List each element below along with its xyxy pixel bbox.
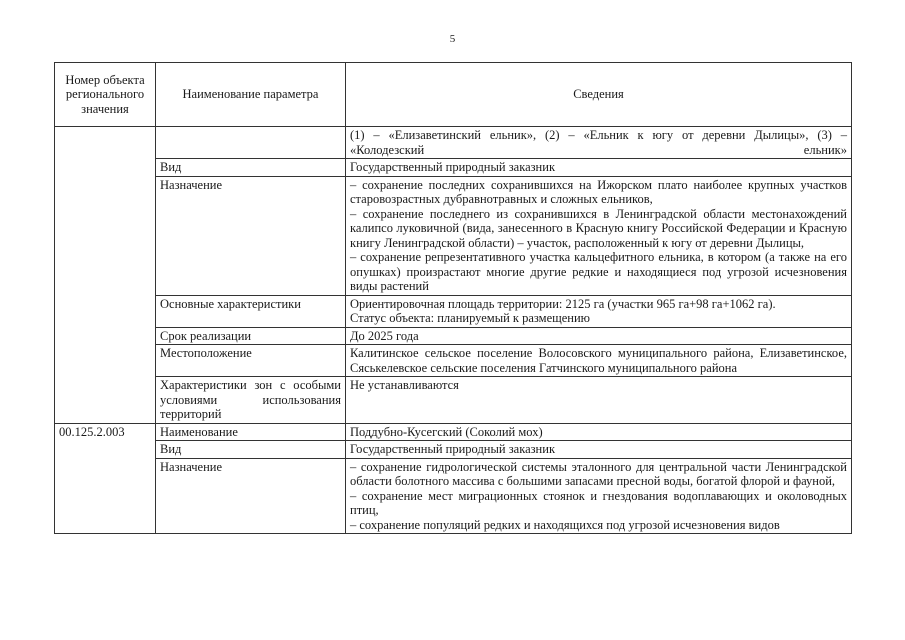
table-row: [55, 127, 852, 159]
object-number-cell: 00.125.2.003: [55, 423, 156, 534]
page-number: 5: [449, 33, 456, 45]
parameter-cell: Вид: [156, 441, 346, 459]
table-row: [55, 327, 852, 345]
parameter-cell: Вид: [156, 159, 346, 177]
purpose-line: – сохранение последнего из сохранившихся в Ленинградской области местонахождений калипсо луковичной (вида, занесенного в Красную книгу Российской Федерации и Красную книгу Ленинградской области) – участок, расположенный к югу от деревни Дылицы,: [350, 206, 847, 250]
status-line: Статус объекта: планируемый к размещению: [350, 311, 591, 325]
value-cell: Не устанавливаются: [346, 377, 852, 424]
value-cell: До 2025 года: [346, 327, 852, 345]
table-row: [55, 377, 852, 424]
purpose-line: – сохранение популяций редких и находящихся под угрозой исчезновения видов: [350, 517, 780, 532]
header-parameter-name: Наименование параметра: [156, 63, 346, 127]
purpose-line: – сохранение гидрологической системы эталонного для центральной части Ленинградской области болотного массива с большими запасами пресной воды, богатой флорой и фауной,: [350, 459, 847, 488]
table-header-row: [55, 63, 852, 127]
header-object-number: Номер объекта регионального значения: [55, 63, 156, 127]
parameter-cell: Местоположение: [156, 345, 346, 377]
table-row: [55, 159, 852, 177]
table-row: [55, 441, 852, 459]
value-cell: Государственный природный заказник: [346, 159, 852, 177]
table-row: [55, 176, 852, 295]
value-cell: Поддубно-Кусегский (Соколий мох): [346, 423, 852, 441]
parameter-cell: Назначение: [156, 458, 346, 534]
table-row: [55, 345, 852, 377]
header-details: Сведения: [346, 63, 852, 127]
purpose-line: – сохранение репрезентативного участка кальцефитного ельника, в котором (а также на его опушках) произрастают многие другие редкие и находящиеся под угрозой исчезновения виды растений: [350, 250, 847, 293]
value-cell: [346, 176, 852, 295]
area-line: Ориентировочная площадь территории: 2125 га (участки 965 га+98 га+1062 га).: [350, 296, 776, 311]
purpose-line: – сохранение последних сохранившихся на Ижорском плато наиболее крупных участков старовозрастных дубравнотравных и сложных ельников,: [350, 177, 847, 206]
value-cell: Калитинское сельское поселение Волосовского муниципального района, Елизаветинское, Сяськелевское сельские поселения Гатчинского муниципального района: [346, 345, 852, 377]
object-number-cell: [55, 127, 156, 424]
value-cell: (1) – «Елизаветинский ельник», (2) – «Ельник к югу от деревни Дылицы», (3) – «Колодезский ельник»: [346, 127, 852, 159]
value-cell: Государственный природный заказник: [346, 441, 852, 459]
table-row: [55, 458, 852, 534]
parameter-cell: Наименование: [156, 423, 346, 441]
value-cell: [346, 295, 852, 327]
table-row: [55, 295, 852, 327]
parameter-cell: Срок реализации: [156, 327, 346, 345]
parameter-cell: [156, 127, 346, 159]
parameter-cell: Характеристики зон с особыми условиями использования территорий: [156, 377, 346, 424]
table-row: [55, 423, 852, 441]
parameter-cell: Основные характеристики: [156, 295, 346, 327]
parameters-table: [54, 62, 852, 534]
parameter-cell: Назначение: [156, 176, 346, 295]
value-cell: [346, 458, 852, 534]
purpose-line: – сохранение мест миграционных стоянок и гнездования водоплавающих и околоводных птиц,: [350, 488, 847, 517]
